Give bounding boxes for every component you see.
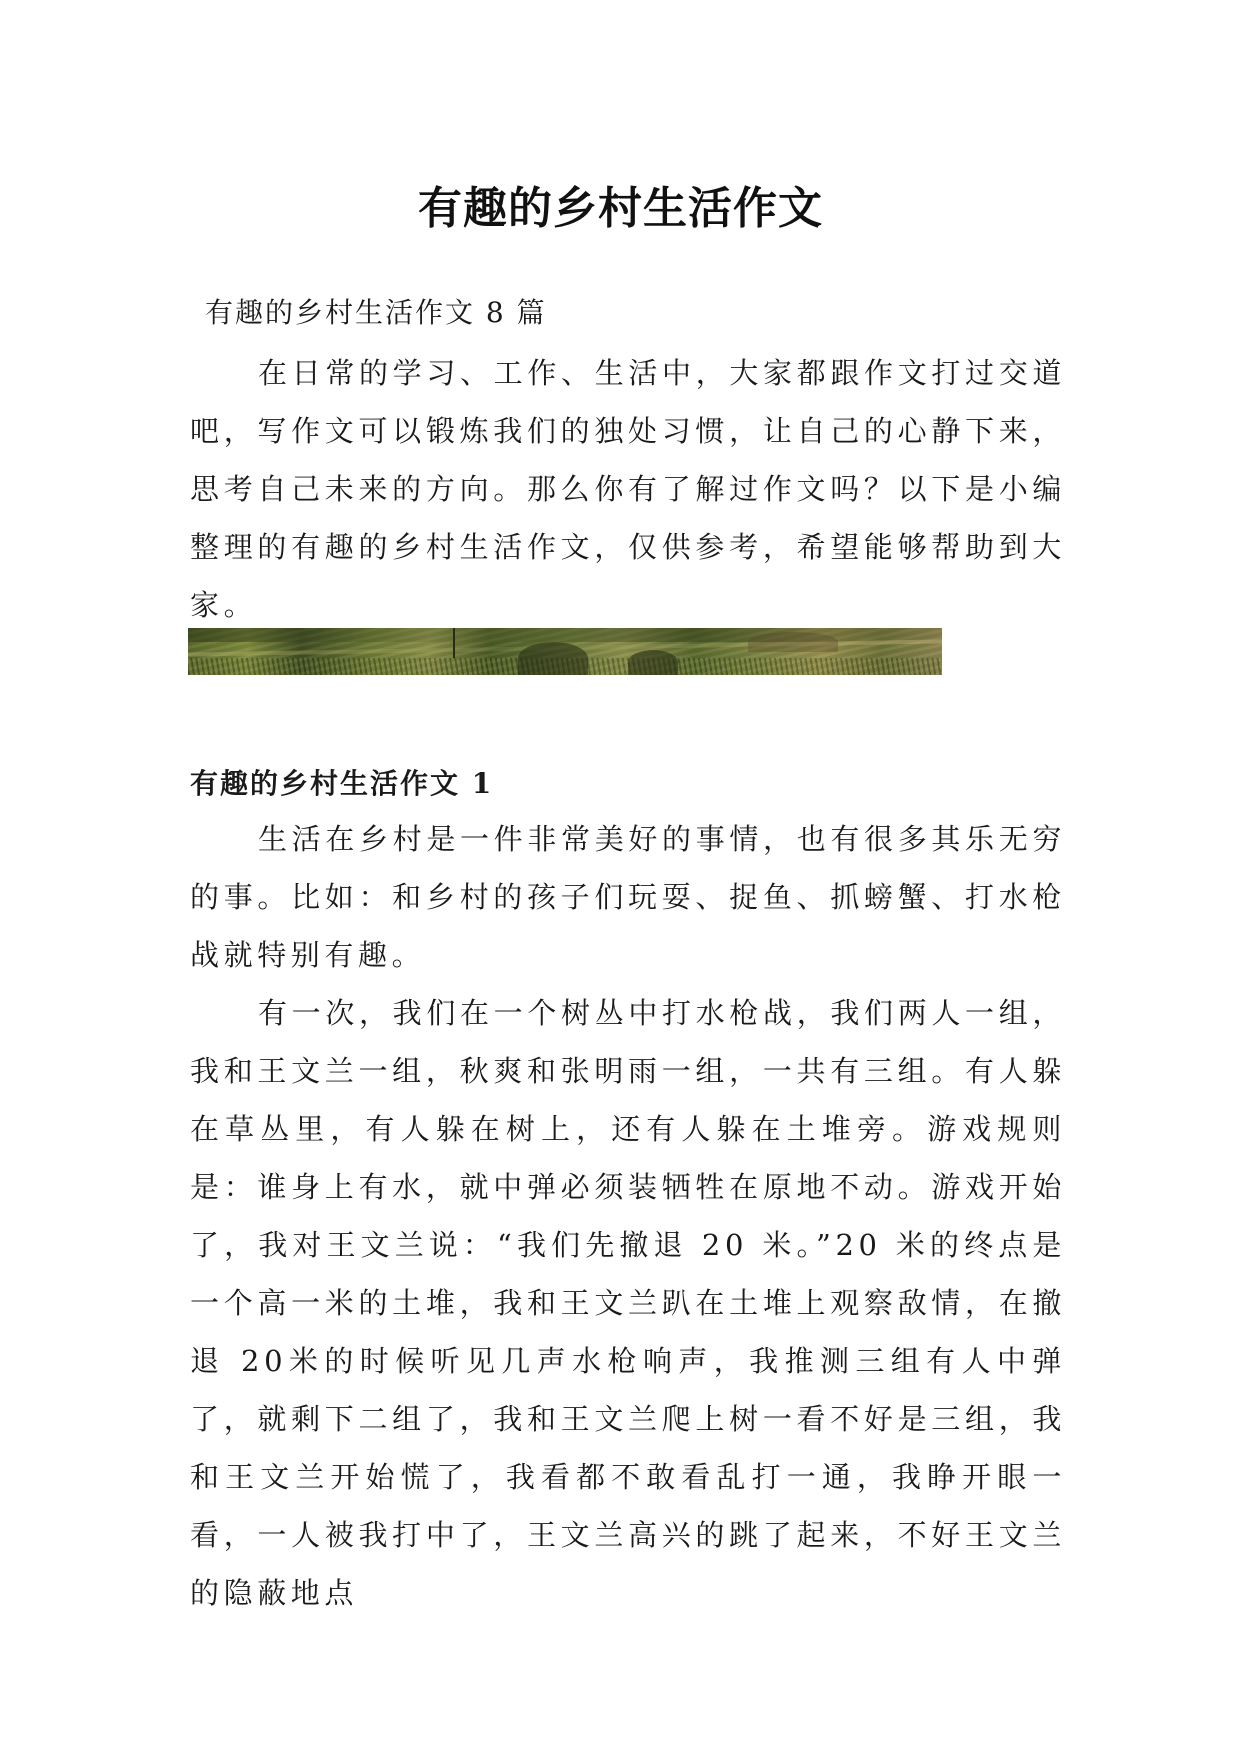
document-title: 有趣的乡村生活作文 xyxy=(418,183,823,235)
photo-mound xyxy=(518,642,588,675)
photo-mound xyxy=(628,650,678,675)
section-heading: 有趣的乡村生活作文 1 xyxy=(190,767,494,800)
document-subtitle: 有趣的乡村生活作文 8 篇 xyxy=(205,296,547,329)
section-paragraph: 生活在乡村是一件非常美好的事情，也有很多其乐无穷的事。比如：和乡村的孩子们玩耍、捉鱼、抓螃蟹、打水枪战就特别有趣。 xyxy=(190,822,1066,972)
photo-tree xyxy=(453,628,455,658)
intro-paragraph: 在日常的学习、工作、生活中，大家都跟作文打过交道吧，写作文可以锻炼我们的独处习惯，让自己的心静下来，思考自己未来的方向。那么你有了解过作文吗？以下是小编整理的有趣的乡村生活作文，仅供参考，希望能够帮助到大家。 xyxy=(190,356,1066,622)
photo-mound xyxy=(748,632,838,652)
rural-field-photo xyxy=(188,628,942,675)
section-paragraph: 有一次，我们在一个树丛中打水枪战，我们两人一组，我和王文兰一组，秋爽和张明雨一组，一共有三组。有人躲在草丛里，有人躲在树上，还有人躲在土堆旁。游戏规则是：谁身上有水，就中弹必须装牺牲在原地不动。游戏开始了，我对王文兰说：“我们先撤退 20 米。”20 米的终点是一个高一米的土堆，我和王文兰趴在土堆上观察敌情，在撤退 20米的时候听见几声水枪响声，我推测三组有人中弹了，就剩下二组了，我和王文兰爬上树一看不好是三组，我和王文兰开始慌了，我看都不敢看乱打一通，我睁开眼一看，一人被我打中了，王文兰高兴的跳了起来，不好王文兰的隐蔽地点 xyxy=(190,996,1066,1610)
